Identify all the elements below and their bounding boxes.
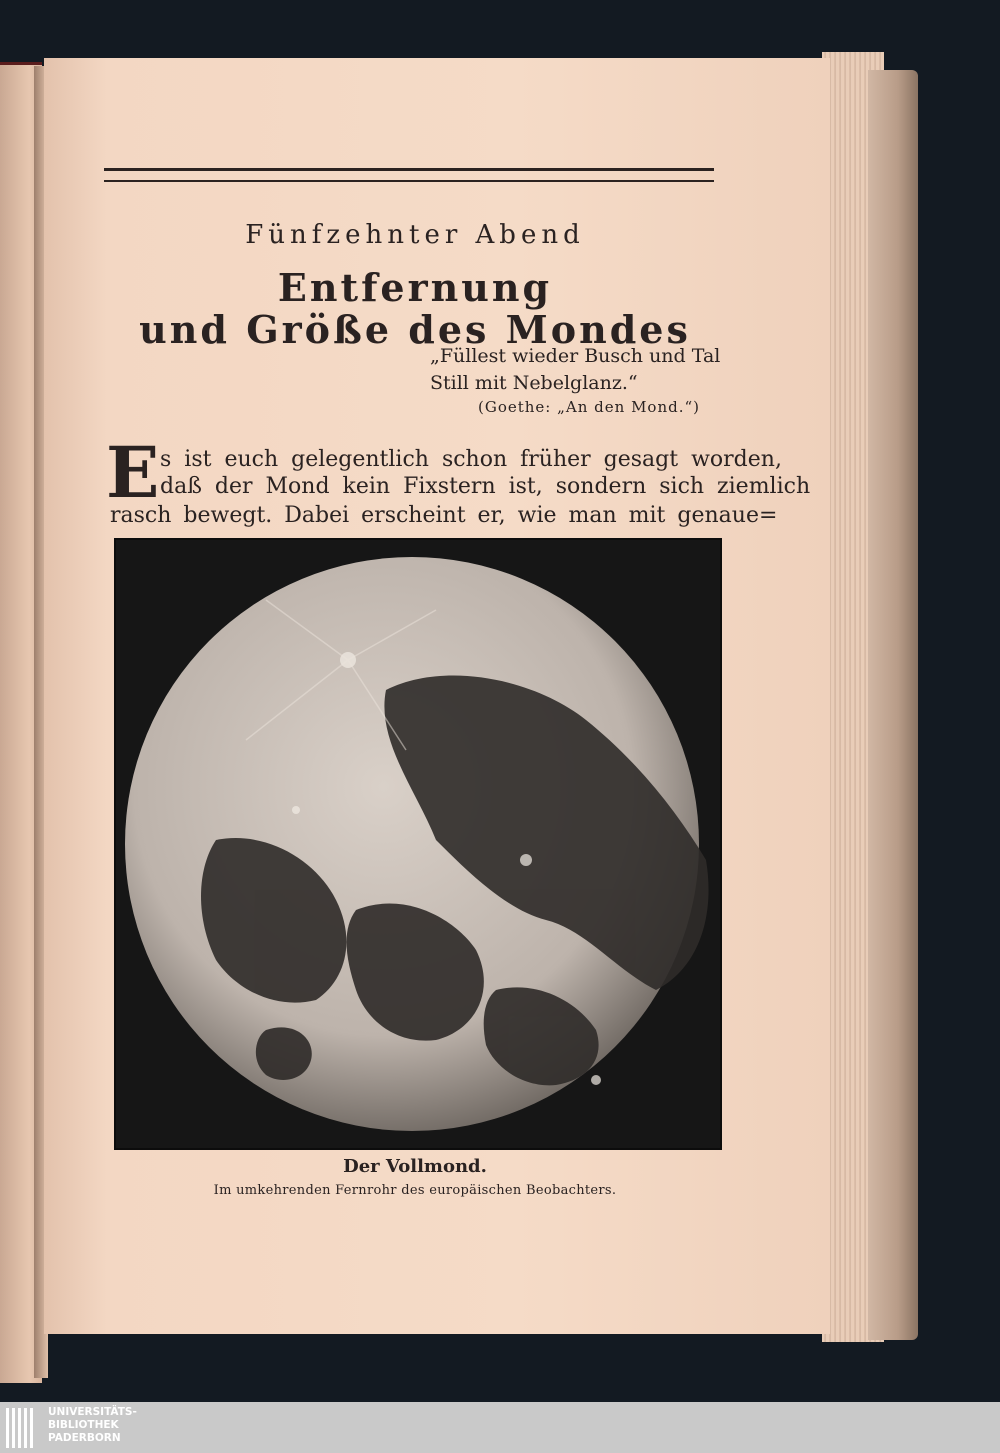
header-rule-bottom: [104, 180, 714, 182]
library-name: [48, 1406, 137, 1445]
body-text-line3: rasch bewegt. Dabei erscheint er, wie man mit genaue=: [110, 503, 778, 528]
library-name-line2: BIBLIOTHEK: [48, 1419, 119, 1431]
full-moon-image: [116, 540, 720, 1148]
caption-title: Der Vollmond.: [343, 1156, 487, 1177]
header-rule-top: [104, 168, 714, 171]
library-name-line1: UNIVERSITÄTS-: [48, 1406, 137, 1418]
book-cover-edge: [868, 70, 918, 1340]
library-name-line3: PADERBORN: [48, 1432, 121, 1444]
body-text-line1: s ist euch gelegentlich schon früher gesagt worden,: [160, 447, 782, 472]
epigraph-line2: Still mit Nebelglanz.“: [430, 372, 638, 394]
chapter-title-line1: Entfernung: [277, 265, 553, 310]
library-logo-icon: [6, 1408, 40, 1448]
chapter-heading: Fünfzehnter Abend: [245, 220, 585, 250]
body-text-line2: daß der Mond kein Fixstern ist, sondern sich ziemlich: [160, 474, 811, 499]
chapter-title-line2: und Größe des Mondes: [139, 307, 691, 352]
epigraph-line1: „Füllest wieder Busch und Tal: [430, 345, 721, 367]
library-footer: [0, 1402, 1000, 1453]
caption-subtitle: Im umkehrenden Fernrohr des europäischen Beobachters.: [213, 1183, 617, 1198]
epigraph-source: (Goethe: „An den Mond.“): [478, 398, 701, 416]
moon-photograph: [114, 538, 722, 1150]
drop-cap: E: [106, 431, 160, 514]
